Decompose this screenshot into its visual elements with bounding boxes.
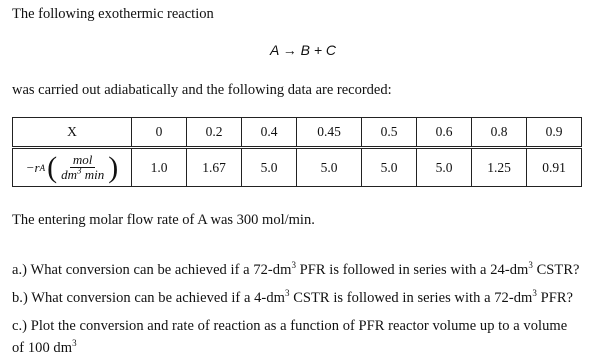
rate-cell: 5.0 bbox=[297, 148, 362, 187]
rate-cell: 1.0 bbox=[132, 148, 187, 187]
rate-cell: 5.0 bbox=[417, 148, 472, 187]
x-cell: 0 bbox=[132, 118, 187, 148]
rate-prefix: −r bbox=[25, 159, 40, 175]
reaction-equation: A → B + C bbox=[270, 42, 337, 58]
conversion-row bbox=[13, 118, 582, 148]
data-table bbox=[12, 117, 582, 187]
x-cell: 0.45 bbox=[297, 118, 362, 148]
rate-unit-numerator: mol bbox=[70, 153, 96, 168]
description-text: was carried out adiabatically and the following data are recorded: bbox=[12, 82, 392, 98]
rate-unit-den-exp: 3 bbox=[76, 165, 82, 176]
rate-cell: 1.25 bbox=[472, 148, 527, 187]
x-cell: 0.9 bbox=[527, 118, 582, 148]
rate-cell: 0.91 bbox=[527, 148, 582, 187]
x-cell: 0.5 bbox=[362, 118, 417, 148]
rate-unit-den-tail: min bbox=[81, 167, 105, 182]
rate-subscript: A bbox=[39, 162, 46, 173]
conversion-label: X bbox=[13, 118, 132, 148]
question-c-continued: of 100 $dm^3$ bbox=[12, 338, 77, 356]
intro-text: The following exothermic reaction bbox=[12, 6, 214, 22]
entering-flow-text: The entering molar flow rate of A was 300 mol/min. bbox=[12, 212, 315, 228]
rate-cell: 5.0 bbox=[362, 148, 417, 187]
x-cell: 0.2 bbox=[187, 118, 242, 148]
rate-cell: 5.0 bbox=[242, 148, 297, 187]
x-cell: 0.6 bbox=[417, 118, 472, 148]
x-cell: 0.8 bbox=[472, 118, 527, 148]
question-b: b.) What conversion can be achieved if a $4-dm^3$ CSTR is followed in series with a $72-dm^3$ PFR? bbox=[12, 288, 574, 306]
rate-label: −r A ( $\frac{\text{mol}}{dm^3 \min}$ ) bbox=[13, 148, 132, 187]
rate-unit-den-base: dm bbox=[61, 167, 77, 182]
question-a: a.) What conversion can be achieved if a $72-dm^3$ PFR is followed in series with a $24-dm^3$ CSTR? bbox=[12, 260, 580, 278]
question-c: c.) Plot the conversion and rate of reaction as a function of PFR reactor volume up to a volume bbox=[12, 318, 568, 334]
rate-cell: 1.67 bbox=[187, 148, 242, 187]
x-cell: 0.4 bbox=[242, 118, 297, 148]
rate-row bbox=[13, 148, 582, 187]
